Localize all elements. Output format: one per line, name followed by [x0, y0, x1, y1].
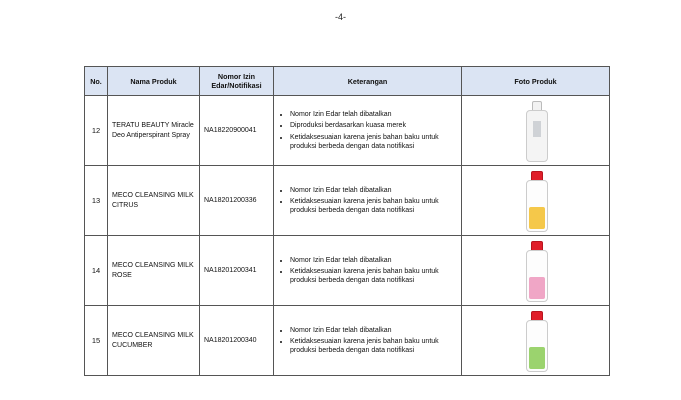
- table-row: [85, 166, 610, 236]
- table-row: [85, 306, 610, 376]
- product-name: MECO CLEANSING MILK CUCUMBER: [108, 306, 200, 376]
- table-header-row: [85, 67, 610, 96]
- rose-bottle-icon: [523, 241, 549, 301]
- page-number: -4-: [335, 12, 346, 22]
- product-photo: [462, 96, 610, 166]
- description: [274, 166, 462, 236]
- registration-number: NA18201200340: [200, 306, 274, 376]
- note-item: • Nomor Izin Edar telah dibatalkan: [290, 326, 457, 335]
- citrus-bottle-icon: [523, 171, 549, 231]
- spray-bottle-icon: [523, 101, 549, 161]
- registration-number: NA18201200341: [200, 236, 274, 306]
- registration-number: NA18201200336: [200, 166, 274, 236]
- note-item: • Nomor Izin Edar telah dibatalkan: [290, 186, 457, 195]
- product-name: TERATU BEAUTY Miracle Deo Antiperspirant Spray: [108, 96, 200, 166]
- header-product-name: Nama Produk: [108, 67, 200, 96]
- row-number: 13: [85, 166, 108, 236]
- product-name: MECO CLEANSING MILK ROSE: [108, 236, 200, 306]
- product-name: MECO CLEANSING MILK CITRUS: [108, 166, 200, 236]
- note-item: • Ketidaksesuaian karena jenis bahan baku untuk produksi berbeda dengan data notifikasi: [290, 197, 457, 215]
- note-item: • Diproduksi berdasarkan kuasa merek: [290, 121, 457, 130]
- table-row: [85, 236, 610, 306]
- cucumber-bottle-icon: [523, 311, 549, 371]
- description: [274, 236, 462, 306]
- description: [274, 306, 462, 376]
- description: [274, 96, 462, 166]
- header-registration-number: Nomor Izin Edar/Notifikasi: [200, 67, 274, 96]
- note-item: • Ketidaksesuaian karena jenis bahan baku untuk produksi berbeda dengan data notifikasi: [290, 267, 457, 285]
- note-item: • Ketidaksesuaian karena jenis bahan baku untuk produksi berbeda dengan data notifikasi: [290, 133, 457, 151]
- registration-number: NA18220900041: [200, 96, 274, 166]
- header-product-photo: Foto Produk: [462, 67, 610, 96]
- row-number: 14: [85, 236, 108, 306]
- row-number: 12: [85, 96, 108, 166]
- product-photo: [462, 236, 610, 306]
- header-description: Keterangan: [274, 67, 462, 96]
- header-no: No.: [85, 67, 108, 96]
- note-item: • Ketidaksesuaian karena jenis bahan baku untuk produksi berbeda dengan data notifikasi: [290, 337, 457, 355]
- note-item: • Nomor Izin Edar telah dibatalkan: [290, 110, 457, 119]
- row-number: 15: [85, 306, 108, 376]
- note-item: • Nomor Izin Edar telah dibatalkan: [290, 256, 457, 265]
- table-row: [85, 96, 610, 166]
- product-photo: [462, 166, 610, 236]
- product-photo: [462, 306, 610, 376]
- product-table: [84, 66, 610, 376]
